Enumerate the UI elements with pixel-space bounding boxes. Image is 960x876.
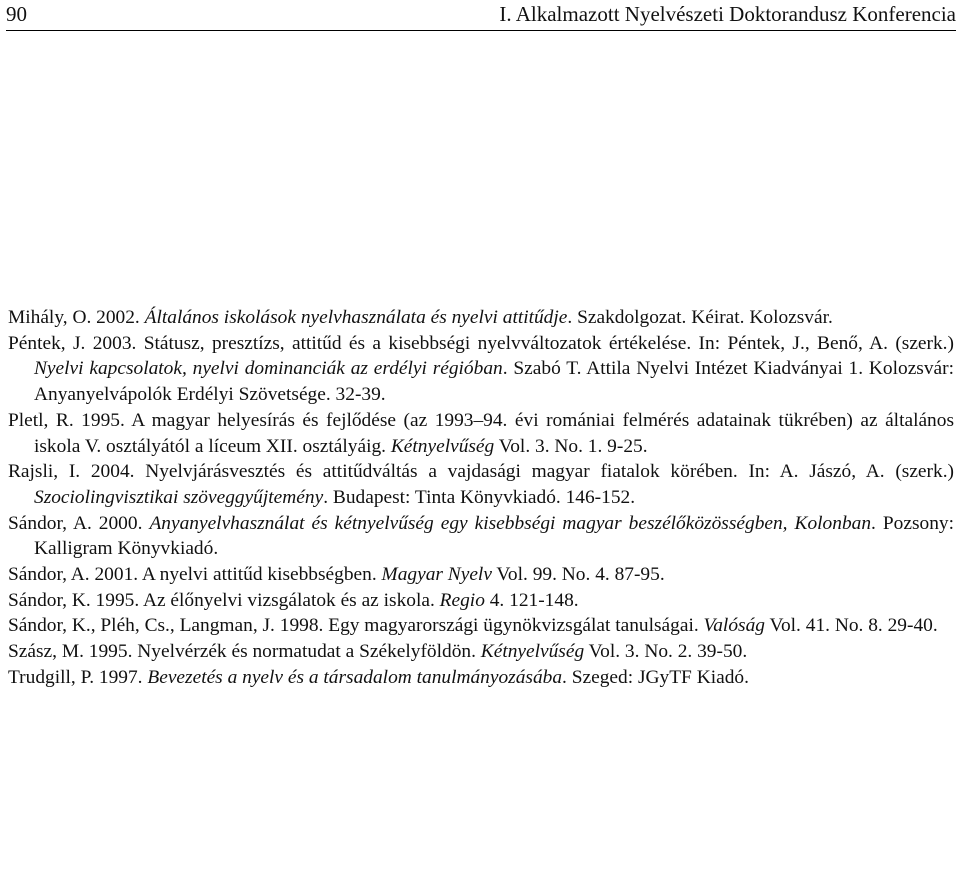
reference-segment: Rajsli, I. 2004. Nyelvjárásvesztés és attitűdváltás a vajdasági magyar fiatalok körében. In: A. Jászó, A. (szerk.)	[8, 461, 954, 483]
reference-segment: . Szakdolgozat. Kéirat. Kolozsvár.	[567, 307, 833, 328]
reference-entry	[8, 562, 954, 588]
reference-segment: Sándor, A. 2001. A nyelvi attitűd kisebbségben.	[8, 564, 382, 586]
reference-entry	[8, 613, 954, 639]
reference-journal: Kétnyelvűség	[480, 641, 585, 663]
reference-segment: Sándor, A. 2000.	[8, 512, 150, 534]
reference-entry	[8, 331, 954, 408]
reference-entry	[8, 511, 954, 562]
reference-segment: Vol. 41. No. 8. 29-40.	[764, 615, 938, 637]
reference-segment: Vol. 99. No. 4. 87-95.	[491, 564, 665, 586]
reference-title: Bevezetés a nyelv és a társadalom tanulmányozásába	[147, 666, 563, 688]
reference-title: Nyelvi kapcsolatok, nyelvi dominanciák az erdélyi régióban	[34, 358, 503, 380]
reference-segment: Pletl, R. 1995. A magyar helyesírás és fejlődése (az 1993–94. évi romániai felmérés adatainak tükrében) az általános iskola V. osztályától a líceum XII. osztályáig.	[8, 409, 954, 457]
reference-segment: . Budapest: Tinta Könyvkiadó. 146-152.	[323, 486, 636, 508]
reference-segment: 4. 121-148.	[484, 589, 579, 611]
reference-segment: Vol. 3. No. 2. 39-50.	[584, 641, 748, 663]
reference-journal: Regio	[439, 589, 485, 611]
reference-entry	[8, 305, 954, 331]
reference-segment: Trudgill, P. 1997.	[8, 666, 148, 688]
reference-entry	[8, 408, 954, 459]
reference-segment: Sándor, K. 1995. Az élőnyelvi vizsgálatok és az iskola.	[8, 589, 440, 611]
reference-segment: . Szeged: JGyTF Kiadó.	[562, 666, 749, 688]
reference-segment: Sándor, K., Pléh, Cs., Langman, J. 1998. Egy magyarországi ügynökvizsgálat tanulságai.	[8, 615, 704, 637]
running-title: I. Alkalmazott Nyelvészeti Doktorandusz Konferencia	[499, 2, 956, 26]
reference-segment: Péntek, J. 2003. Státusz, presztízs, attitűd és a kisebbségi nyelvváltozatok értékelése. In: Péntek, J., Benő, A. (szerk.)	[8, 332, 954, 354]
reference-title: Szociolingvisztikai szöveggyűjtemény	[34, 486, 324, 508]
reference-journal: Kétnyelvűség	[390, 435, 495, 457]
reference-segment: . Pozsony: Kalligram Könyvkiadó.	[34, 512, 954, 560]
reference-segment: Vol. 3. No. 1. 9-25.	[494, 435, 648, 457]
reference-entry	[8, 588, 954, 614]
reference-entry	[8, 459, 954, 510]
page-header	[6, 0, 956, 31]
reference-list	[8, 305, 954, 691]
reference-entry	[8, 639, 954, 665]
reference-segment: Mihály, O. 2002.	[8, 307, 145, 328]
reference-segment: . Szabó T. Attila Nyelvi Intézet Kiadványai 1. Kolozsvár: Anyanyelvápolók Erdélyi Szövetsége. 32-39.	[34, 358, 954, 406]
reference-segment: Szász, M. 1995. Nyelvérzék és normatudat a Székelyföldön.	[8, 641, 481, 663]
reference-title: Általános iskolások nyelvhasználata és nyelvi attitűdje	[144, 307, 568, 328]
reference-entry	[8, 665, 954, 691]
page-number: 90	[6, 2, 27, 26]
reference-title: Anyanyelvhasználat és kétnyelvűség egy kisebbségi magyar beszélőközösségben, Kolonban	[149, 512, 872, 534]
reference-journal: Magyar Nyelv	[381, 564, 492, 586]
reference-journal: Valóság	[703, 615, 765, 637]
